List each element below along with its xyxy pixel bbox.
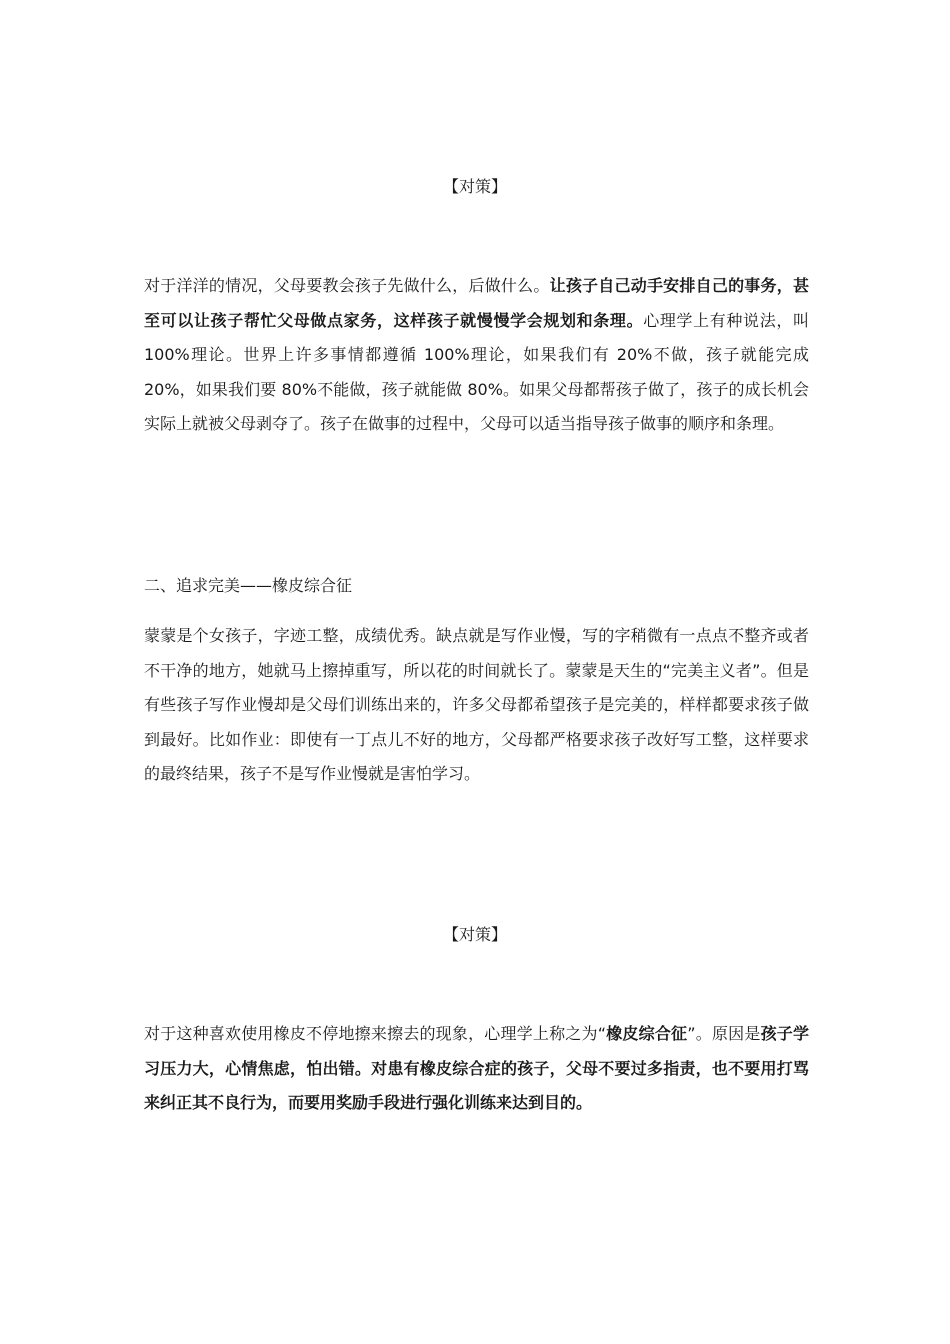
- paragraph-text: 对于洋洋的情况，父母要教会孩子先做什么，后做什么。: [144, 276, 550, 295]
- paragraph-mengmeng-story: 蒙蒙是个女孩子，字迹工整，成绩优秀。缺点就是写作业慢，写的字稍微有一点点不整齐或者不干净的地方，她就马上擦掉重写，所以花的时间就长了。蒙蒙是天生的“完美主义者”。但是有些孩子写作业慢却是父母们训练出来的，许多父母都希望孩子是完美的，样样都要求孩子做到最好。比如作业：即使有一丁点儿不好的地方，父母都严格要求孩子改好写工整，这样要求的最终结果，孩子不是写作业慢就是害怕学习。: [144, 626, 809, 783]
- section-title-perfectionism: 二、追求完美——橡皮综合征: [144, 576, 353, 595]
- paragraph-countermeasure-2: [144, 1017, 809, 1121]
- paragraph-text: 心理学上有种说法，叫 100%理论。世界上许多事情都遵循 100%理论，如果我们有 20%不做，孩子就能完成 20%，如果我们要 80%不能做，孩子就能做 80%。如果父母都帮孩子做了，孩子的成长机会实际上就被父母剥夺了。孩子在做事的过程中，父母可以适当指导孩子做事的顺序和条理。: [144, 310, 809, 433]
- paragraph-bold-text: 让孩子自己动手安排自己的事务，甚至可以让孩子帮忙父母做点家务，这样孩子就慢慢学会规划和条理。: [144, 276, 809, 330]
- countermeasure-heading-2: 【对策】: [442, 925, 507, 944]
- paragraph-countermeasure-1: [144, 269, 809, 442]
- paragraph-bold-text: 橡皮综合征: [606, 1024, 688, 1043]
- paragraph-bold-text: 孩子学习压力大，心情焦虑，怕出错。对患有橡皮综合症的孩子，父母不要过多指责，也不要用打骂来纠正其不良行为，而要用奖励手段进行强化训练来达到目的。: [144, 1024, 809, 1112]
- paragraph-text: ”。原因是: [687, 1024, 761, 1043]
- countermeasure-heading-1: 【对策】: [442, 177, 507, 196]
- paragraph-text: 对于这种喜欢使用橡皮不停地擦来擦去的现象，心理学上称之为“: [144, 1024, 607, 1043]
